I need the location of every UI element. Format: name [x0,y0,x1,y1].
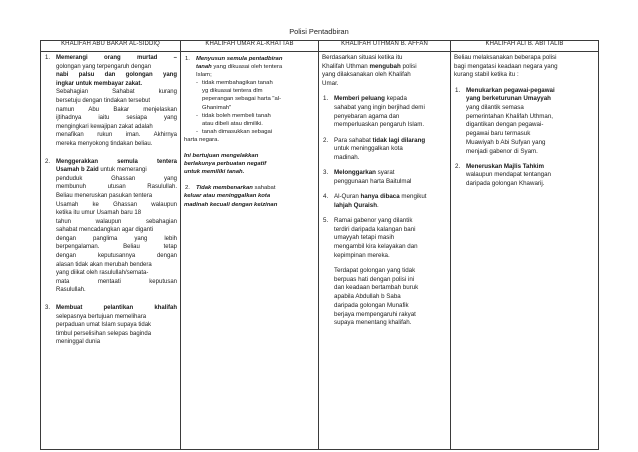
header-abu-bakar: KHALIFAH ABU BAKAR AL-SIDDIQ [41,41,181,52]
abu-bakar-policy-3: 3. Membuat pelantikan khalifah selepasnya bertujuan memelihara perpaduan umat Islam supaya tidak timbul perselisihan selepas baginda meninggal dunia [45,305,177,346]
ali-policy-2: 2. Meneruskan Majlis Tahkim walaupun mendapat tentangan daripada golongan Khawarij. [455,162,551,188]
abu-bakar-cell [41,52,181,450]
umar-subpoint-2: - tidak boleh membeli tanah atau dibeli atau dimiliki. [196,112,271,127]
header-ali: KHALIFAH ALI B. ABI TALIB [451,41,599,52]
umar-subpoint-3: - tanah dimasukkan sebagai [196,128,273,135]
umar-cell [181,52,319,450]
ali-cell: Beliau melaksanakan beberapa polisi bagi mengatasi keadaan negara yang kurang stabil ketika itu : 1. Menukarkan pegawai-pegawai yang berketurunan Umayyah yang dilantik semasa pemerintahan Khalifah Uthman, digantikan dengan pegawai- pegawai baru termasuk Muawiyah b Abi Sufyan yang menjadi gabenor di Syam. 2. Meneruskan Majlis Tahkim walaupun mendapat tentangan daripada golongan Khawarij. [451,52,599,450]
uthman-policy-2: 2. Para sahabat tidak lagi dilarang untuk meninggalkan kota madinah. [323,136,426,162]
policy-table [40,40,599,450]
abu-bakar-policy-1: 1. Memerangi orang murtad – golongan yang terpengaruh dengan nabi palsu dan golongan yang ingkar untuk membayar zakat. Sebahagian Sahabat kurang bersetuju dengan tindakan tersebut namun Abu Bakar menjelaskan ijtihadnya iaitu sesiapa yang mengingkari kewajipan zakat adalah menafikan rukun iman. Akhirnya mereka menyokong tindakan beliau. [45,55,177,147]
abu-bakar-policy-2: 2. Menggerakkan semula tentera Usamah b Zaid untuk memerangi penduduk Ghassan yang membunuh utusan Rasulullah. Beliau meneruskan pasukan tentera Usamah ke Ghassan walaupun ketika itu umur Usamah baru 18 tahun walaupun sebahagian sahabat mencadangkan agar diganti dengan panglima yang lebih berpengalaman. Beliau tetap dengan keputusannya dengan alasan tidak akan merubah bendera yang diikat oleh rasulullah/semata- mata mentaati keputusan Rasulullah. [45,158,177,294]
umar-policy-2: 2. Tidak membenarkan sahabat keluar atau meninggalkan kota madinah kecuali dengan keizinan [184,185,278,208]
umar-policy-1: 1. Menyusun semula pentadbiran tanah yang dikuasai oleh tentera Islam; - tidak membahagikan tanah yg dikuasai tentera dlm peperangan sebagai harta "al- Ghanimah" - tidak boleh membeli tanah atau dibeli atau dimiliki. - tanah dimasukkan sebagai harta negara. Ini bertujuan mengelakkan berlakunya perbuatan negatif untuk memiliki tanah. [184,55,315,176]
content-row [41,52,599,450]
uthman-policy-1: 1. Memberi peluang kepada sahabat yang ingin berjihad demi penyebaran agama dan memperluaskan pengaruh Islam. [323,95,425,129]
uthman-policy-5: 5. Ramai gabenor yang dilantik terdiri daripada kalangan bani umayyah tetapi masih mengambil kira kelayakan dan kepimpinan mereka. Terdapat golongan yang tidak berpuas hati dengan polisi ini dan keadaan bertambah buruk apabila Abdullah b Saba daripada golongan Munafik berjaya mempengaruhi rakyat supaya menentang khalifah. [323,217,419,327]
page-title: Polisi Pentadbiran [289,27,349,36]
uthman-cell: Berdasarkan situasi ketika itu Khalifah Uthman mengubah polisi yang dilaksanakan oleh Khalifah Umar. 1. Memberi peluang kepada sahabat yang ingin berjihad demi penyebaran agama dan memperluaskan pengaruh Islam. 2. Para sahabat tidak lagi dilarang untuk meninggalkan kota madinah. 3. Melonggarkan syarat penggunaan harta Baitulmal 4. Al-Quran hanya dibaca mengikut lahjah Quraish. 5. Ramai gabenor yang dilantik terdiri daripada kalangan bani umayyah tetapi masih mengambil kira kelayakan dan kepimpinan mereka. Terdapat golongan yang tidak berpuas hati dengan polisi ini dan keadaan bertambah buruk apabila Abdullah b Saba daripada golongan Munafik berjaya mempengaruhi rakyat supaya menentang khalifah. [319,52,451,450]
header-uthman: KHALIFAH UTHMAN B. AFFAN [319,41,451,52]
header-row [41,41,599,52]
header-umar: KHALIFAH UMAR AL-KHATTAB [181,41,319,52]
uthman-policy-3: 3. Melonggarkan syarat penggunaan harta Baitulmal [323,169,412,185]
uthman-policy-4: 4. Al-Quran hanya dibaca mengikut lahjah Quraish. [323,193,427,209]
umar-subpoint-1: - tidak membahagikan tanah yg dikuasai tentera dlm peperangan sebagai harta "al- Ghanimah" [196,80,282,111]
ali-policy-1: 1. Menukarkan pegawai-pegawai yang berketurunan Umayyah yang dilantik semasa pemerintahan Khalifah Uthman, digantikan dengan pegawai- pegawai baru termasuk Muawiyah b Abi Sufyan yang menjadi gabenor di Syam. [455,86,555,155]
